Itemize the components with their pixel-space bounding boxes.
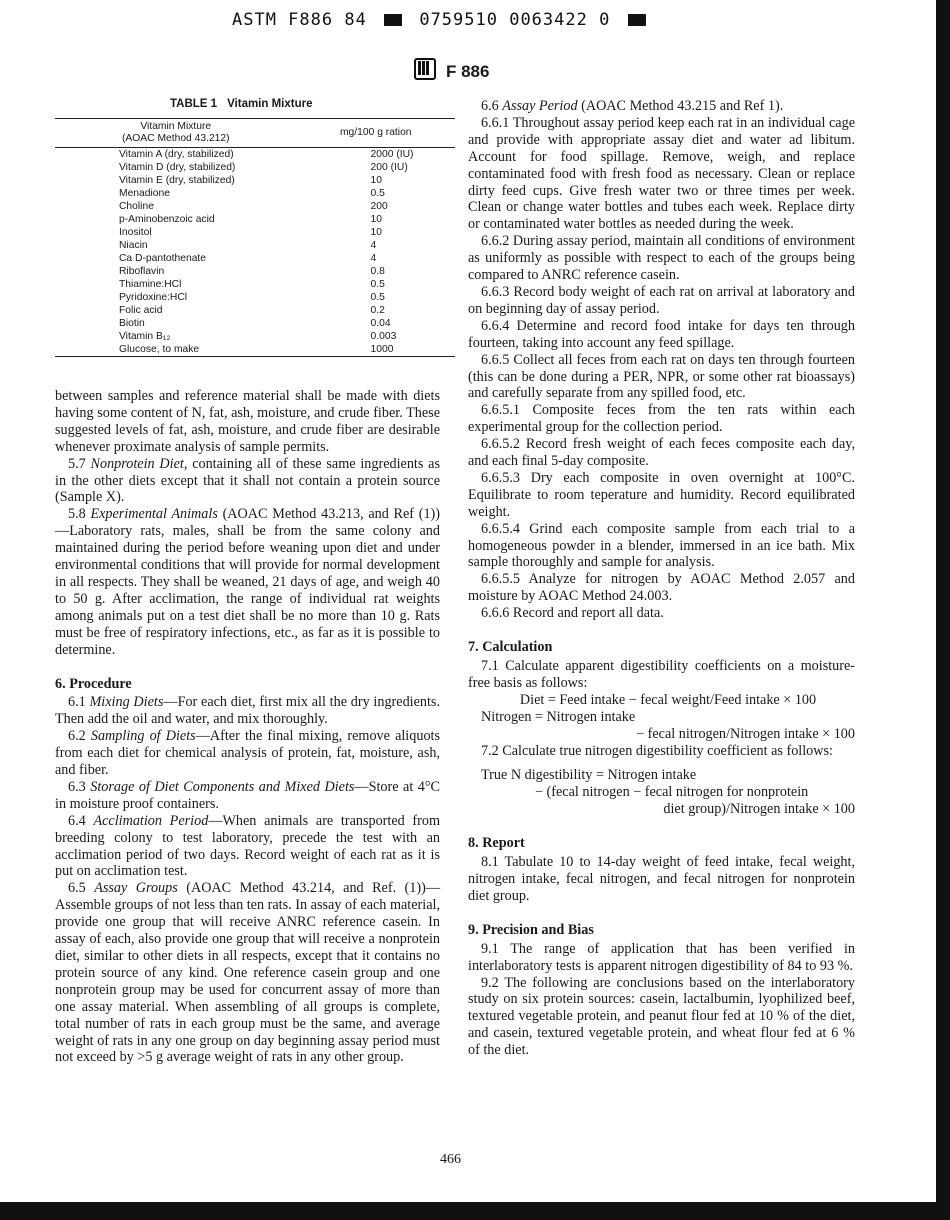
- paragraph-8-1: 8.1 Tabulate 10 to 14-day weight of feed intake, fecal weight, nitrogen intake, fecal nitrogen, and fecal nitrogen for nonprotein diet group.: [468, 854, 855, 904]
- section-number: 5.7: [68, 455, 86, 472]
- section-text: —After the final mixing, remove aliquots from each diet for chemical analysis of protein, fat, moisture, ash, and fiber.: [55, 728, 440, 779]
- ingredient-name: p-Aminobenzoic acid: [119, 214, 215, 225]
- paragraph-6-2: [55, 728, 440, 779]
- ingredient-amount: 0.04: [370, 318, 391, 329]
- designation-text: F 886: [446, 62, 490, 81]
- ingredient-amount: 0.003: [370, 331, 397, 342]
- paragraph-5-7: [55, 456, 440, 507]
- table-row: [55, 330, 455, 343]
- paragraph-6-6-5-5: 6.6.5.5 Analyze for nitrogen by AOAC Method 2.057 and moisture by AOAC Method 24.003.: [468, 571, 855, 605]
- section-title: Assay Groups: [94, 880, 178, 897]
- heading-report: 8. Report: [468, 835, 525, 852]
- section-text: (AOAC Method 43.214, and Ref. (1))—Assemble groups of not less than ten rats. In assay of each material, provide one group that will receive ANRC reference casein. In assay of each, also provide one group that will receive a nonprotein diet, similar to other diets in all respects, except that it contains no protein source of any kind. One reference casein group and one nonprotein group may be used for concurrent assay of more than one assay material. When assembling of all groups is complete, total number of rats in each group must be the same, and average weight of rats in any one group on day beginning assay period must not exceed by >5 g average weight of rats in any other group.: [55, 880, 441, 1066]
- table-row: [55, 278, 455, 291]
- table-row: [55, 161, 455, 174]
- section-number: 6.6: [481, 98, 499, 114]
- paragraph-6-6-5-4: 6.6.5.4 Grind each composite sample from each trial to a homogeneous powder in a blender, immersed in an ice bath. Mix sample thoroughly and sample for analysis.: [468, 520, 855, 571]
- scan-edge-shadow: [936, 0, 950, 1220]
- section-number: 6.3: [68, 778, 86, 795]
- ingredient-name: Ca D-pantothenate: [119, 253, 207, 264]
- table-caption-number: TABLE 1: [170, 98, 218, 110]
- section-number: 6.5: [68, 880, 86, 897]
- section-number: 6.1: [68, 694, 86, 711]
- equation-true-n-line-1: True N digestibility = Nitrogen intake: [481, 767, 697, 784]
- paragraph-5-8: [55, 506, 440, 658]
- table-row: [55, 239, 455, 252]
- header-line-1: Vitamin Mixture: [140, 121, 212, 132]
- paragraph-6-5: [55, 880, 440, 1066]
- ingredient-name: Vitamin D (dry, stabilized): [119, 162, 236, 173]
- section-text: —For each diet, first mix all the dry ingredients. Then add the oil and water, and mix thoroughly.: [55, 694, 441, 728]
- scan-header-text-b: 0759510 0063422 0: [419, 10, 611, 30]
- paragraph-9-2: 9.2 The following are conclusions based on the interlaboratory study on six protein sources: casein, lactalbumin, lyophilized beef, textured vegetable protein, and peanut flour fed at 10 % of the diet, and casein, textured vegetable protein, and wheat flour fed at 6 % of the diet.: [468, 974, 855, 1059]
- equation-nitrogen-line-2: − fecal nitrogen/Nitrogen intake × 100: [636, 725, 855, 742]
- section-text: (AOAC Method 43.215 and Ref 1).: [577, 98, 784, 114]
- paragraph-6-4: [55, 813, 440, 881]
- section-title: Experimental Animals: [90, 506, 218, 523]
- paragraph-6-6-2: 6.6.2 During assay period, maintain all conditions of environment as uniformly as possible with respect to each of the groups being compared to ANRC reference casein.: [468, 233, 855, 284]
- heading-precision-bias: 9. Precision and Bias: [468, 921, 594, 938]
- ingredient-amount: 0.5: [370, 188, 385, 199]
- ingredient-amount: 200 (IU): [370, 162, 408, 173]
- ingredient-amount: 0.2: [370, 305, 385, 316]
- standard-designation: [414, 58, 489, 82]
- section-text: —When animals are transported from breeding colony to test laboratory, precede the test with an acclimation period of two days. Record weight of each rat as it is put on acclimation test.: [55, 812, 441, 880]
- table-row: [55, 304, 455, 317]
- ingredient-name: Biotin: [119, 318, 145, 329]
- section-text: containing all of these same ingredients as in the other diets except that it shall not contain a protein source (Sample X).: [55, 455, 440, 506]
- ingredient-name: Vitamin A (dry, stabilized): [119, 149, 234, 160]
- table-caption-title: Vitamin Mixture: [227, 98, 313, 110]
- ingredient-amount: 10: [370, 175, 383, 186]
- section-text: —Store at 4°C in moisture proof containers.: [55, 778, 440, 812]
- ingredient-amount: 0.5: [370, 292, 385, 303]
- ingredient-name: Thiamine:HCl: [119, 279, 182, 290]
- table-row: [55, 187, 455, 200]
- section-text: (AOAC Method 43.213, and Ref (1))—Laboratory rats, males, shall be from the same colony and maintained during the period before weaning upon diet and under environmental conditions that will provide for normal development in all respects. They shall be weaned, 21 days of age, and weigh 40 to 50 g. After acclimation, the range of individual rat weights among animals put on a test diet shall be no more than 10 g. Rats must be free of respiratory infections, etc., as far as it is possible to determine.: [55, 506, 441, 658]
- paragraph-6-6-3: 6.6.3 Record body weight of each rat on arrival at laboratory and on beginning day of assay period.: [468, 283, 855, 317]
- ingredient-name: Choline: [119, 201, 154, 212]
- table-row: [55, 343, 455, 357]
- scan-header-text-a: ASTM F886 84: [232, 10, 367, 30]
- ingredient-name: Menadione: [119, 188, 170, 199]
- right-column: [468, 98, 855, 1059]
- section-title: Sampling of Diets: [90, 728, 196, 745]
- ingredient-amount: 1000: [297, 343, 455, 357]
- section-number: 6.4: [68, 812, 86, 829]
- table-row: [55, 213, 455, 226]
- equation-diet: Diet = Feed intake − fecal weight/Feed intake × 100: [519, 691, 817, 708]
- paragraph-6-6-6: 6.6.6 Record and report all data.: [481, 605, 664, 622]
- paragraph-6-6-5: 6.6.5 Collect all feces from each rat on days ten through fourteen (this can be done during a PER, NPR, or some other rat bioassays) and carefully separate from any spilled food, etc.: [468, 351, 855, 402]
- table-row: [55, 317, 455, 330]
- section-number: 5.8: [68, 506, 86, 523]
- paragraph-6-1: [55, 694, 440, 728]
- table-row: [55, 226, 455, 239]
- paragraph-7-2: 7.2 Calculate true nitrogen digestibility coefficient as follows:: [481, 742, 833, 759]
- ingredient-name: Vitamin E (dry, stabilized): [119, 175, 235, 186]
- vitamin-mixture-table: [55, 118, 455, 357]
- ingredient-amount: 2000 (IU): [370, 149, 414, 160]
- ingredient-amount: 4: [370, 253, 377, 264]
- equation-true-n-line-2: − (fecal nitrogen − fecal nitrogen for nonprotein: [535, 784, 809, 801]
- left-column: [55, 388, 440, 1066]
- section-title: Acclimation Period: [93, 812, 209, 829]
- scan-bottom-border: [0, 1202, 950, 1220]
- ingredient-amount: 4: [370, 240, 377, 251]
- scan-marker-block: [628, 14, 646, 26]
- header-line-2: (AOAC Method 43.212): [121, 133, 230, 144]
- ingredient-name: Folic acid: [119, 305, 163, 316]
- equation-nitrogen-line-1: Nitrogen = Nitrogen intake: [481, 708, 636, 725]
- equation-true-n-line-3: diet group)/Nitrogen intake × 100: [663, 801, 855, 818]
- table-row: [55, 174, 455, 187]
- table-header-ingredient: [55, 119, 297, 148]
- astm-logo-icon: [414, 58, 436, 80]
- table-row: [55, 148, 455, 162]
- section-number: 6.2: [68, 728, 86, 745]
- ingredient-name: Inositol: [119, 227, 152, 238]
- scan-marker-block: [384, 14, 402, 26]
- scan-header-strip: [232, 10, 652, 30]
- table-row: [55, 291, 455, 304]
- paragraph-9-1: 9.1 The range of application that has been verified in interlaboratory tests is apparent nitrogen digestibility of 84 to 93 %.: [468, 940, 855, 974]
- section-title: Mixing Diets: [89, 694, 164, 711]
- paragraph-6-6-1: 6.6.1 Throughout assay period keep each rat in an individual cage and provide with appropriate assay diet and water ad libitum. Account for food spillage. Remove, weigh, and replace contaminated food with fresh food as necessary. Clean or replace dirty feed cups. Give fresh water two or three times per week. Clean or change water bottles and tubes each week. Replace dirty or contaminated water bottles as needed during the week.: [468, 114, 855, 233]
- table-header-amount: mg/100 g ration: [297, 119, 455, 148]
- ingredient-amount: 200: [370, 201, 388, 212]
- paragraph-intro: between samples and reference material shall be made with diets having some content of N, fat, ash, moisture, and crude fiber. These suggested levels of fat, ash, moisture, and crude fiber are desirable whenever proximate analysis of sample permits.: [55, 388, 440, 455]
- ingredient-name: Pyridoxine:HCl: [119, 292, 188, 303]
- section-title: Storage of Diet Components and Mixed Diets: [90, 778, 355, 795]
- ingredient-name: Vitamin B₁₂: [119, 331, 171, 342]
- table-row: [55, 200, 455, 213]
- page-number: 466: [440, 1152, 461, 1167]
- section-title: Assay Period: [502, 98, 578, 114]
- ingredient-name: Riboflavin: [119, 266, 165, 277]
- ingredient-amount: 10: [370, 214, 383, 225]
- heading-procedure: 6. Procedure: [55, 675, 132, 692]
- ingredient-amount: 10: [370, 227, 383, 238]
- ingredient-name: Glucose, to make: [55, 343, 297, 357]
- ingredient-name: Niacin: [119, 240, 148, 251]
- paragraph-6-3: [55, 779, 440, 813]
- table-row: [55, 252, 455, 265]
- paragraph-6-6-5-1: 6.6.5.1 Composite feces from the ten rats within each experimental group for the collection period.: [468, 402, 855, 436]
- paragraph-6-6-5-2: 6.6.5.2 Record fresh weight of each feces composite each day, and each final 5-day composite.: [468, 436, 855, 470]
- section-title: Nonprotein Diet,: [90, 455, 188, 472]
- paragraph-6-6-4: 6.6.4 Determine and record food intake for days ten through fourteen, taking into account any feed spillage.: [468, 317, 855, 351]
- table-caption: [170, 98, 313, 110]
- table-row: [55, 265, 455, 278]
- ingredient-amount: 0.8: [370, 266, 385, 277]
- paragraph-7-1: 7.1 Calculate apparent digestibility coefficients on a moisture-free basis as follows:: [468, 658, 855, 691]
- paragraph-6-6-5-3: 6.6.5.3 Dry each composite in oven overnight at 100°C. Equilibrate to room teperature and humidity. Record equilibrated weight.: [468, 469, 855, 520]
- heading-calculation: 7. Calculation: [468, 639, 553, 656]
- table-header-row: [55, 119, 455, 148]
- paragraph-6-6: [468, 98, 855, 115]
- ingredient-amount: 0.5: [370, 279, 385, 290]
